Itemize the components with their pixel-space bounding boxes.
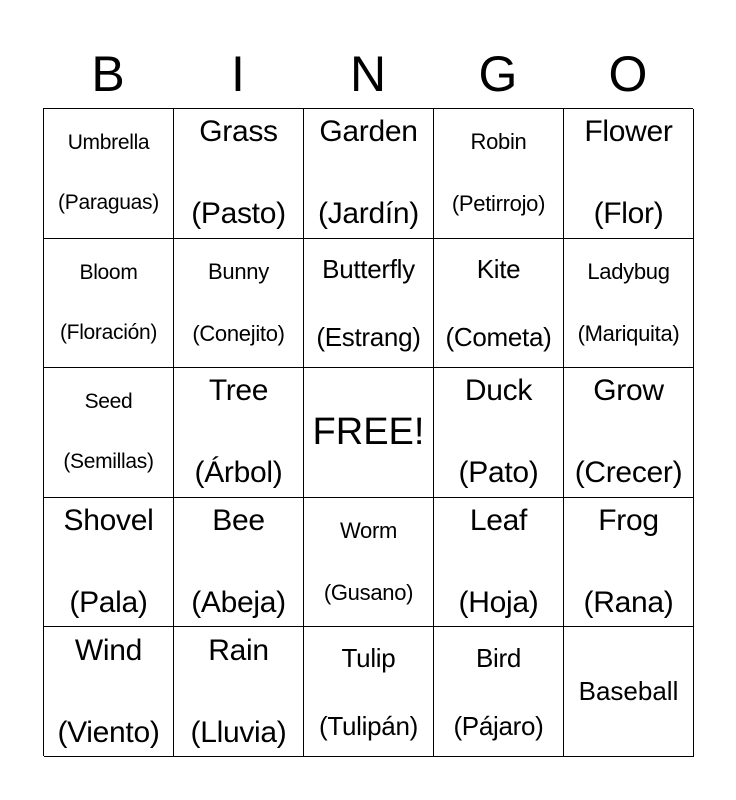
cell-word-spanish: (Paraguas): [58, 191, 159, 215]
cell-word-english: Flower: [584, 115, 673, 149]
bingo-cell[interactable]: [304, 368, 434, 498]
cell-word-spanish: (Conejito): [192, 320, 285, 346]
header-letter-i: I: [231, 46, 245, 102]
bingo-cell[interactable]: [434, 239, 564, 369]
cell-word-spanish: (Floración): [59, 320, 158, 344]
cell-word-english: Garden: [319, 115, 418, 149]
cell-word-spanish: (Estrang): [316, 321, 421, 352]
bingo-cell[interactable]: [44, 627, 174, 757]
cell-word-spanish: (Lluvia): [190, 715, 287, 749]
cell-word-english: Worm: [339, 518, 398, 544]
bingo-cell[interactable]: [174, 109, 304, 239]
cell-word-spanish: (Pájaro): [453, 710, 544, 741]
bingo-cell[interactable]: [174, 498, 304, 628]
cell-word-english: Ladybug: [587, 258, 670, 284]
cell-word-spanish: (Flor): [593, 197, 664, 231]
cell-word-spanish: (Tulipán): [319, 710, 418, 741]
cell-word-english: Tree: [208, 374, 269, 408]
cell-word-spanish: (Pasto): [191, 197, 286, 231]
bingo-cell[interactable]: [44, 239, 174, 369]
cell-word-spanish: (Cometa): [445, 321, 552, 352]
bingo-cell[interactable]: [434, 498, 564, 628]
bingo-cell[interactable]: [434, 627, 564, 757]
cell-word-english: Wind: [74, 633, 143, 667]
cell-word-spanish: (Gusano): [323, 580, 414, 606]
bingo-cell[interactable]: [434, 109, 564, 239]
bingo-cell[interactable]: [564, 109, 694, 239]
cell-word-english: Bunny: [208, 258, 269, 284]
bingo-cell[interactable]: [564, 368, 694, 498]
bingo-cell[interactable]: [304, 498, 434, 628]
cell-word-spanish: (Abeja): [191, 586, 286, 620]
cell-word: Baseball: [578, 676, 679, 707]
cell-word-english: Tulip: [341, 642, 396, 673]
cell-word-english: Bloom: [79, 260, 138, 284]
bingo-cell[interactable]: [434, 368, 564, 498]
bingo-cell[interactable]: [44, 109, 174, 239]
cell-word-english: Umbrella: [67, 131, 150, 155]
cell-word-spanish: (Semillas): [63, 450, 154, 474]
bingo-cell[interactable]: [304, 627, 434, 757]
cell-word-english: Leaf: [469, 504, 528, 538]
cell-word-english: Butterfly: [322, 253, 415, 284]
header-letter-o: O: [608, 46, 648, 102]
cell-word-english: Bird: [475, 642, 522, 673]
bingo-cell[interactable]: [564, 239, 694, 369]
bingo-grid: [43, 108, 693, 756]
cell-word-english: Seed: [84, 390, 133, 414]
bingo-header: [43, 40, 693, 108]
bingo-cell[interactable]: [44, 368, 174, 498]
bingo-cell[interactable]: [174, 627, 304, 757]
cell-word-english: Grass: [199, 115, 278, 149]
cell-word-english: Kite: [476, 253, 521, 284]
bingo-cell[interactable]: [304, 109, 434, 239]
bingo-cell[interactable]: [304, 239, 434, 369]
cell-word-spanish: (Crecer): [574, 456, 683, 490]
cell-word-spanish: (Viento): [57, 715, 160, 749]
cell-word-english: Grow: [593, 374, 664, 408]
header-letter-g: G: [478, 46, 518, 102]
header-letter-n: N: [349, 46, 387, 102]
cell-word-spanish: (Rana): [583, 586, 674, 620]
cell-word-english: Bee: [212, 504, 265, 538]
cell-word-spanish: (Jardín): [318, 197, 419, 231]
cell-word-spanish: (Pato): [458, 456, 539, 490]
bingo-cell[interactable]: [174, 239, 304, 369]
bingo-cell[interactable]: [44, 498, 174, 628]
cell-word-spanish: (Hoja): [458, 586, 539, 620]
bingo-cell[interactable]: [564, 498, 694, 628]
bingo-cell[interactable]: [174, 368, 304, 498]
header-letter-b: B: [91, 46, 125, 102]
cell-word-spanish: (Mariquita): [577, 320, 680, 346]
cell-word-english: Duck: [464, 374, 533, 408]
cell-word-english: Frog: [598, 504, 659, 538]
cell-word-spanish: (Árbol): [194, 456, 283, 490]
free-space-label: FREE!: [312, 410, 425, 453]
cell-word-english: Robin: [470, 129, 527, 155]
bingo-cell[interactable]: [564, 627, 694, 757]
cell-word-english: Shovel: [63, 504, 154, 538]
cell-word-spanish: (Petirrojo): [451, 191, 546, 217]
cell-word-spanish: (Pala): [69, 586, 148, 620]
cell-word-english: Rain: [208, 633, 269, 667]
